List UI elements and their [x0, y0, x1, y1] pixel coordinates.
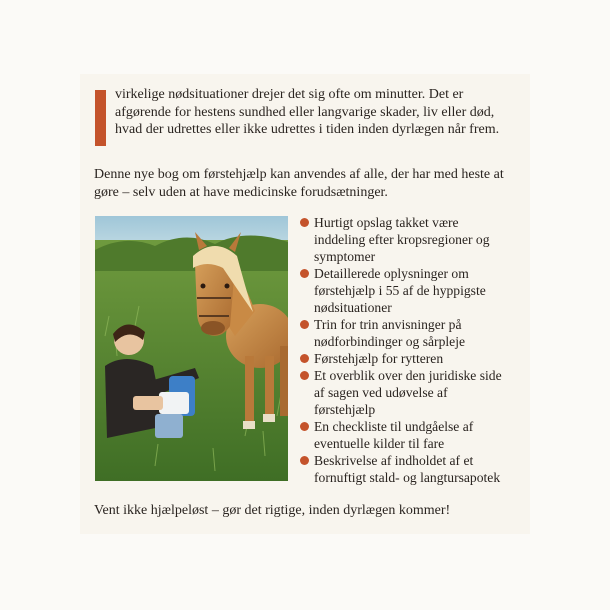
bullet-dot-icon: [300, 456, 309, 465]
closing-line: Vent ikke hjælpeløst – gør det rigtige, inden dyrlægen kommer!: [94, 503, 451, 518]
bullet-dot-icon: [300, 354, 309, 363]
description-paragraph: Denne nye bog om førstehjælp kan anvendes af alle, der har med heste at gøre – selv uden at have medicinske forudsætninger.: [94, 167, 504, 200]
list-item: Detaillerede oplysninger om førstehjælp i 55 af de hyppigste nødsituationer: [300, 265, 512, 316]
bullet-dot-icon: [300, 422, 309, 431]
bullet-dot-icon: [300, 218, 309, 227]
intro-paragraph: virkelige nødsituationer drejer det sig ofte om minutter. Det er afgørende for hestens sundhed eller langvarige skader, liv eller død, hvad der udrettes eller ikke udrettes i tiden inden dyrlægen når frem.: [115, 87, 500, 137]
bullet-dot-icon: [300, 320, 309, 329]
list-item: Et overblik over den juridiske side af sagen ved udøvelse af førstehjælp: [300, 367, 512, 418]
list-item: Hurtigt opslag takket være inddeling efter kropsregioner og symptomer: [300, 214, 512, 265]
list-item: Beskrivelse af indholdet af et fornuftigt stald- og langtursapotek: [300, 452, 512, 486]
list-item: Førstehjælp for rytteren: [300, 350, 512, 367]
feature-list: [300, 214, 512, 486]
list-item: En checkliste til undgåelse af eventuelle kilder til fare: [300, 418, 512, 452]
horse-photo: [95, 216, 288, 481]
bullet-dot-icon: [300, 269, 309, 278]
accent-bar: [95, 90, 106, 146]
bullet-dot-icon: [300, 371, 309, 380]
list-item: Trin for trin anvisninger på nødforbindinger og sårpleje: [300, 316, 512, 350]
